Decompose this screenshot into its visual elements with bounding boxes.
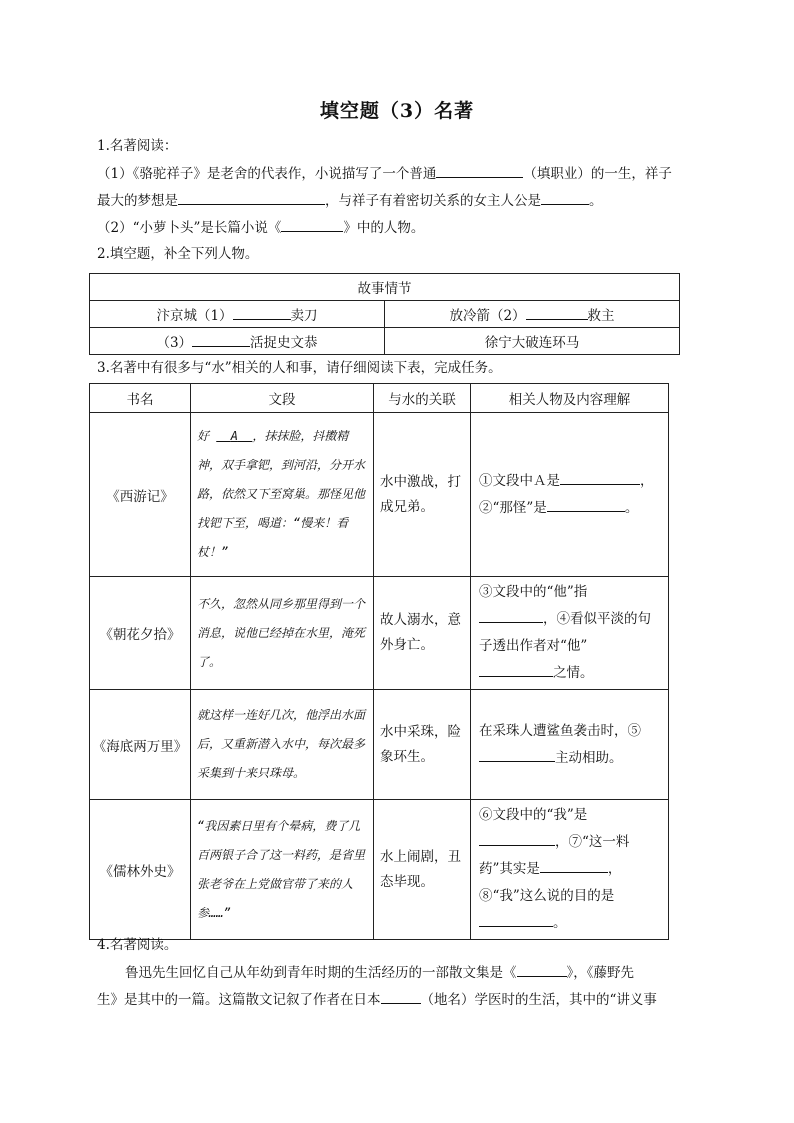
blank-5[interactable] xyxy=(479,747,555,762)
blank-place-name[interactable] xyxy=(381,989,421,1004)
excerpt-text: 不久，忽然从同乡那里得到一个消息，说他已经掉在水里，淹死了。 xyxy=(191,577,374,690)
col-header-relation: 与水的关联 xyxy=(374,384,471,413)
blank-1[interactable] xyxy=(560,470,640,485)
plot-cell-2: 放冷箭（2） 救主 xyxy=(385,301,680,328)
water-relation: 水上闹剧，丑态毕现。 xyxy=(374,800,471,940)
blank-heroine[interactable] xyxy=(541,190,589,205)
q1-part2: （2）“小萝卜头”是长篇小说《 》中的人物。 xyxy=(97,217,697,238)
col-header-book: 书名 xyxy=(90,384,191,413)
water-table xyxy=(89,383,669,940)
book-title: 《儒林外史》 xyxy=(90,800,191,940)
q2-heading: 2.填空题，补全下列人物。 xyxy=(97,246,259,262)
understanding-cell: ①文段中Ａ是 ， ②“那怪”是 。 xyxy=(471,413,669,577)
excerpt-text: “我因素日里有个晕病，费了几百两银子合了这一料药，是省里张老爷在上党做官带了来的人参……” xyxy=(191,800,374,940)
col-header-understanding: 相关人物及内容理解 xyxy=(471,384,669,413)
book-title: 《朝花夕拾》 xyxy=(90,577,191,690)
plot-cell-3: （3） 活捉史文恭 xyxy=(90,328,385,355)
q4-line2: 生》是其中的一篇。这篇散文记叙了作者在日本 （地名）学医时的生活，其中的“讲义事 xyxy=(97,989,697,1010)
plot-cell-4: 徐宁大破连环马 xyxy=(385,328,680,355)
table-row xyxy=(90,800,669,940)
excerpt-text: 就这样一连好几次，他浮出水面后，又重新潜入水中，每次最多采集到十来只珠母。 xyxy=(191,690,374,800)
q1-heading: 1.名著阅读： xyxy=(97,138,178,154)
page-title: 填空题（3）名著 xyxy=(319,100,475,122)
blank-2[interactable] xyxy=(547,497,625,512)
blank-4[interactable] xyxy=(479,662,553,677)
plot-cell-1: 汴京城（1） 卖刀 xyxy=(90,301,385,328)
blank-6[interactable] xyxy=(479,831,555,846)
col-header-excerpt: 文段 xyxy=(191,384,374,413)
book-title: 《海底两万里》 xyxy=(90,690,191,800)
q4-line1: 鲁迅先生回忆自己从年幼到青年时期的生活经历的一部散文集是《 》，《藤野先 xyxy=(125,962,705,983)
blank-plot-3[interactable] xyxy=(192,332,250,347)
table-row xyxy=(90,413,669,577)
book-title: 《西游记》 xyxy=(90,413,191,577)
understanding-cell: ⑥文段中的“我”是 ，⑦“这一料药”其实是 ，⑧“我”这么说的目的是。 xyxy=(471,800,669,940)
q4-heading: 4.名著阅读。 xyxy=(97,937,178,953)
blank-dream[interactable] xyxy=(178,190,325,205)
water-table-header-row xyxy=(90,384,669,413)
blank-plot-1[interactable] xyxy=(233,305,291,320)
marked-blank-a: A xyxy=(230,429,238,443)
water-relation: 水中激战，打成兄弟。 xyxy=(374,413,471,577)
blank-plot-2[interactable] xyxy=(526,305,588,320)
water-relation: 故人溺水，意外身亡。 xyxy=(374,577,471,690)
q3-heading: 3.名著中有很多与“水”相关的人和事，请仔细阅读下表，完成任务。 xyxy=(97,360,502,376)
table-row xyxy=(90,690,669,800)
plot-table-header: 故事情节 xyxy=(90,274,680,301)
understanding-cell: ③文段中的“他”指 ，④看似平淡的句子透出作者对“他”之情。 xyxy=(471,577,669,690)
q1-part1-line2: 最大的梦想是 ，与祥子有着密切关系的女主人公是 。 xyxy=(97,190,697,211)
blank-essay-collection[interactable] xyxy=(517,962,567,977)
blank-8[interactable] xyxy=(479,912,553,927)
excerpt-text: 好 A ，抹抹脸，抖擞精神，双手拿钯，到河沿，分开水路，依然又下至窝巢。那怪见他找钯下至，喝道：“慢来！看杖！” xyxy=(191,413,374,577)
blank-7[interactable] xyxy=(540,858,608,873)
q1-part1-line1: （1）《骆驼祥子》是老舍的代表作，小说描写了一个普通 （填职业）的一生，祥子 xyxy=(97,163,697,184)
table-row xyxy=(90,577,669,690)
plot-table xyxy=(89,273,680,355)
understanding-cell: 在采珠人遭鲨鱼袭击时，⑤ 主动相助。 xyxy=(471,690,669,800)
blank-3[interactable] xyxy=(479,608,543,623)
blank-occupation[interactable] xyxy=(436,163,523,178)
blank-novel-name[interactable] xyxy=(281,217,343,232)
water-relation: 水中采珠，险象环生。 xyxy=(374,690,471,800)
